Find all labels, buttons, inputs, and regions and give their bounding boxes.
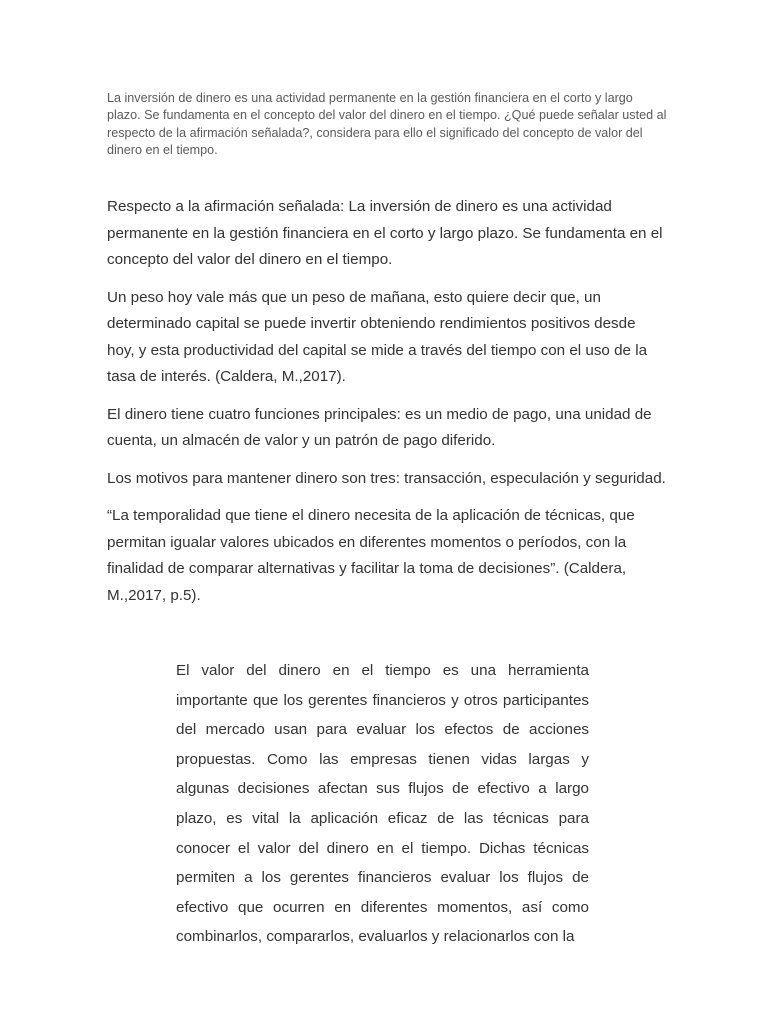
paragraph-funciones: El dinero tiene cuatro funciones principales: es un medio de pago, una unidad de cuenta, un almacén de valor y un patrón de pago diferido. [107,405,652,449]
paragraph-respecto: Respecto a la afirmación señalada: La inversión de dinero es una actividad permanente en la gestión financiera en el corto y largo plazo. Se fundamenta en el concepto del valor del dinero en el tiempo. [107,198,663,268]
paragraph-cita-caldera: “La temporalidad que tiene el dinero necesita de la aplicación de técnicas, que permitan igualar valores ubicados en diferentes momentos o períodos, con la finalidad de comparar alternativas y facilitar la toma de decisiones”. (Caldera, M.,2017, p.5). [107,507,635,604]
paragraph-un-peso: Un peso hoy vale más que un peso de mañana, esto quiere decir que, un determinado capital se puede invertir obteniendo rendimientos positivos desde hoy, y esta productividad del capital se mide a través del tiempo con el uso de la tasa de interés. (Caldera, M.,2017). [107,288,648,385]
block-quote: El valor del dinero en el tiempo es una herramienta importante que los gerentes financieros y otros participantes del mercado usan para evaluar los efectos de acciones propuestas. Como las empresas tienen vidas largas y algunas decisiones afectan sus flujos de efectivo a largo plazo, es vital la aplicación eficaz de las técnicas para conocer el valor del dinero en el tiempo. Dichas técnicas permiten a los gerentes financieros evaluar los flujos de efectivo que ocurren en diferentes momentos, así como combinarlos, compararlos, evaluarlos y relacionarlos con la [176,662,589,946]
paragraph-motivos: Los motivos para mantener dinero son tres: transacción, especulación y seguridad. [107,469,666,487]
question-text: La inversión de dinero es una actividad permanente en la gestión financiera en el corto y largo plazo. Se fundamenta en el concepto del valor del dinero en el tiempo. ¿Qué puede señalar usted al respecto de la afirmación señalada?, considera para ello el significado del concepto de valor del dinero en el tiempo. [107,91,667,157]
answer-body [107,194,667,620]
